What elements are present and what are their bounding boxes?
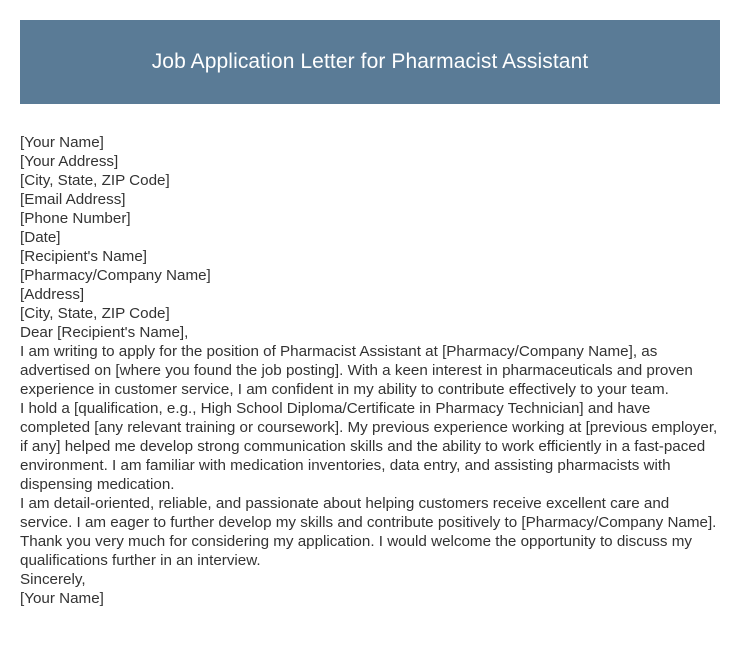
letter-date: [Date]	[20, 229, 61, 246]
letter-body	[20, 133, 722, 608]
paragraph-traits: I am detail-oriented, reliable, and passionate about helping customers receive excellent care and service. I am eager to further develop my skills and contribute positively to [Pharmacy/Company Name].	[20, 495, 717, 531]
sender-phone: [Phone Number]	[20, 210, 131, 227]
recipient-company: [Pharmacy/Company Name]	[20, 267, 211, 284]
recipient-address: [Address]	[20, 286, 85, 303]
salutation: Dear [Recipient's Name],	[20, 324, 189, 341]
page-title: Job Application Letter for Pharmacist Assistant	[151, 50, 589, 73]
sender-name: [Your Name]	[20, 134, 104, 151]
title-banner	[20, 20, 720, 104]
sender-city-state-zip: [City, State, ZIP Code]	[20, 172, 170, 189]
paragraph-qualifications: I hold a [qualification, e.g., High School Diploma/Certificate in Pharmacy Technician] and have completed [any relevant training or coursework]. My previous experience working at [previous employer, if any] helped me develop strong communication skills and the ability to work efficiently in a fast-paced environment. I am familiar with medication inventories, data entry, and assisting pharmacists with dispensing medication.	[20, 400, 718, 493]
sender-email: [Email Address]	[20, 191, 126, 208]
sender-address: [Your Address]	[20, 153, 119, 170]
signature: [Your Name]	[20, 590, 104, 607]
recipient-city-state-zip: [City, State, ZIP Code]	[20, 305, 170, 322]
paragraph-closing: Thank you very much for considering my application. I would welcome the opportunity to discuss my qualifications further in an interview.	[20, 533, 692, 569]
paragraph-intro: I am writing to apply for the position of Pharmacist Assistant at [Pharmacy/Company Name], as advertised on [where you found the job posting]. With a keen interest in pharmaceuticals and proven experience in customer service, I am confident in my ability to contribute effectively to your team.	[20, 343, 693, 398]
recipient-name: [Recipient's Name]	[20, 248, 147, 265]
closing: Sincerely,	[20, 571, 86, 588]
